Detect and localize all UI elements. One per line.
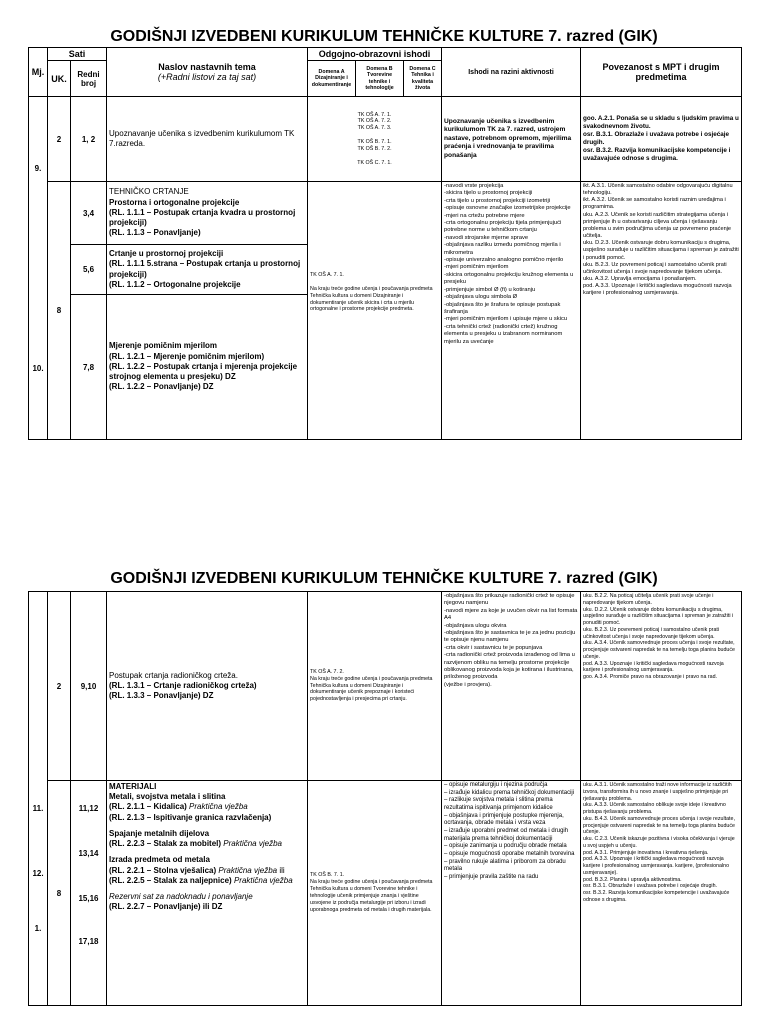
redni-broj-cell: 5,6 xyxy=(71,245,107,295)
topic-cell: Upoznavanje učenika s izvedbenim kurikulumom TK 7.razreda. xyxy=(107,97,308,182)
uk-cell: 2 xyxy=(48,592,71,781)
topic-title: Rezervni sat za nadoknadu i ponavljanje xyxy=(109,892,253,902)
topic-worksheet: (RL. 1.3.3 – Ponavljanje) DZ xyxy=(109,691,214,701)
worksheet-or: ili xyxy=(279,865,285,875)
mpt-cell: goo. A.2.1. Ponaša se u skladu s ljudskim pravima u svakodnevnom životu. osr. B.3.1. Obrazlaže i uvažava potrebe i osjećaje drugih. osr. B.3.2. Razvija komunikacijske kompetencije i uvažavajuće odnose s drugima. xyxy=(581,97,742,182)
domain-outcomes-cell: TK OŠ A. 7. 1. Na kraju treće godine učenja i poučavanja predmeta Tehnička kultura u domeni Dizajniranje i dokumentiranje učenik skicira i crta u mjerilu ortogonalne i prostorne projekcije predmeta. xyxy=(308,182,442,440)
month-1: 1. xyxy=(34,924,42,933)
topic-worksheet: (RL. 1.1.1 – Postupak crtanja kvadra u prostornoj projekciji) xyxy=(109,207,296,228)
redni-broj-cell: 7,8 xyxy=(71,295,107,440)
topic-worksheet xyxy=(109,876,305,886)
topic-title: Prostorna i ortogonalne projekcije xyxy=(109,197,240,207)
header-domena-c: Domena C Tehnika i kvaliteta života xyxy=(404,61,442,97)
header-ishodi-aktivnosti: Ishodi na razini aktivnosti xyxy=(442,48,581,97)
worksheet-type: Praktična vježba xyxy=(233,875,293,885)
mpt-cell: uku. A.3.1. Učenik samostalno traži nove informacije iz različitih izvora, transformira ih u novo znanje i uspješno primjenjuje pri rješavanju problema. uku. A.3.3. Učenik samostalno oblikuje svoje ideje i kreativno pristupa rješavanju problema. uku. B.4.3. Učenik samovrednuje proces učenja i svoje rezultate, procjenjuje ostvareni napredak te na temelju toga planira buduće učenje. uku. C.2.3. Učenik iskazuje pozitivna i visoka očekivanja i vjeruje u svoj uspjeh u učenju. pod. A.3.1. Primjenjuje inovativna i kreativna rješenja. pod. A.3.3. Upoznaje i kritički sagledava mogućnosti razvoja karijere i profesionalnog usmjeravanja. karijere, (profesionalno usmjeravanje). pod. B.3.2. Planira i upravlja aktivnostima. osr. B.3.1. Obrazlaže i uvažava potrebe i osjećaje drugih. osr. B.3.2. Razvija komunikacijske kompetencije i uvažavajuće odnose s drugima. xyxy=(581,781,742,1006)
topic-title: Metali, svojstva metala i slitina xyxy=(109,792,226,802)
month-cell xyxy=(29,592,48,1006)
topic-worksheet xyxy=(109,839,305,849)
worksheet-type: Praktična vježba xyxy=(218,865,278,875)
topic-worksheet: (RL. 1.1.2 – Ortogonalne projekcije xyxy=(109,279,241,289)
topic-cell xyxy=(107,295,308,440)
topic-title: Izrada predmeta od metala xyxy=(109,855,210,865)
worksheet-ref: (RL. 2.2.5 – Stalak za naljepnice) xyxy=(109,875,232,885)
topic-worksheet: (RL. 2.2.7 – Ponavljanje) ili DZ xyxy=(109,902,223,912)
header-naslov-label: Naslov nastavnih tema xyxy=(158,62,256,72)
topic-worksheet: (RL. 1.2.2 – Ponavljanje) DZ xyxy=(109,382,214,392)
month-11-wrap xyxy=(31,664,45,814)
topic-worksheet xyxy=(109,866,305,876)
header-sati: Sati xyxy=(48,48,107,61)
month-9: 9. xyxy=(34,163,42,173)
topic-worksheet: (RL. 1.2.1 – Mjerenje pomičnim mjerilom) xyxy=(109,351,265,361)
topic-cell xyxy=(107,592,308,781)
topic-worksheet xyxy=(109,802,305,812)
header-domena-a: Domena A Dizajniranje i dokumentiranje xyxy=(308,61,356,97)
topic-title: Mjerenje pomičnim mjerilom xyxy=(109,341,218,351)
worksheet-ref: (RL. 2.1.1 – Kidalica) xyxy=(109,802,187,812)
topic-title: Spajanje metalnih dijelova xyxy=(109,828,210,838)
redni-broj-cell: 1, 2 xyxy=(71,97,107,182)
curriculum-table-1 xyxy=(28,47,742,440)
header-odgojno: Odgojno-obrazovni ishodi xyxy=(308,48,442,61)
month-10: 10. xyxy=(32,363,44,373)
header-domena-b: Domena B Tvorevine tehnike i tehnologije xyxy=(356,61,404,97)
activity-outcomes-cell: – opisuje metalurgiju i njezina područja – izrađuje kidalicu prema tehničkoj dokumentaciji – razlikuje svojstva metala i slitina prema rezultatima ispitivanja primjenom kidalice – objašnjava i primjenjuje postupke mjerenja, ocrtavanja, obrade metala i vrsta veza – izrađuje uporabni predmet od metala i drugih materijala prema tehničkoj dokumentaciji – opisuje zanimanja u području obrade metala – opisuje mogućnosti oporabe metalnih tvorevina – pravilno rukuje alatima i priborom za obradu metala – primjenjuje pravila zaštite na radu xyxy=(442,781,581,1006)
activity-outcomes-cell: -objašnjava što prikazuje radionički crtež te opisuje njegovu namjenu -navodi mjere za koje je uvučen okvir na list formata A4 -objašnjava ulogu okvira -objašnjava što je sastavnica te je za jednu poziciju te opisuje njenu namjenu -crta okvir i sastavnicu te je popunjava -crta radionički crtež proizvoda izrađenog od lima u razvijenom obliku na temelju prostorne projekcije oblikovanog proizvoda koja je kotirana i ilustrirana, priloženog proizvoda (vježbe i provjera). xyxy=(442,592,581,781)
topic-title: Postupak crtanja radioničkog crteža. xyxy=(109,670,238,680)
topic-worksheet: (RL. 2.1.3 – Ispitivanje granica razvlačenja) xyxy=(109,812,272,822)
worksheet-ref: (RL. 2.2.3 – Stalak za mobitel) xyxy=(109,839,222,849)
curriculum-table-2 xyxy=(28,591,742,1006)
header-mj: Mj. xyxy=(29,48,48,97)
topic-worksheet: (RL. 1.3.1 – Crtanje radioničkog crteža) xyxy=(109,680,257,690)
page-title: GODIŠNJI IZVEDBENI KURIKULUM TEHNIČKE KULTURE 7. razred (GIK) xyxy=(110,28,658,45)
worksheet-type: Praktična vježba xyxy=(223,839,282,849)
activity-outcomes-cell: -navodi vrste projekcija -skicira tijelo u prostornoj projekciji -crta tijelo u prostornoj projekciji izometriji -opisuje osnovne značajke izometrijske projekcije -mjeri na crtežu potrebne mjere -crta ortogonalnu projekciju tijela primjenjujući potrebne norme u tehničkom crtanju -navodi strojarske mjerne sprave -objašnjava razliku između pomičnog mjerila i mikrometra -opisuje univerzalno analogno pomično mjerilo -mjeri pomičnim mjerilom -skicira ortogonalnu projekciju kružnog elementa u presjeku -primjenjuje simbol Ø (fi) u kotiranju -objašnjava ulogu simbola Ø -objašnjava što je šrafura te opisuje postupak šrafiranja -mjeri pomičnim mjerilom i upisuje mjere u skicu -crta tehnički crtež (radionički crtež) kružnog elementa u presjeku u izabranom normiranom mjerilu za uvećanje xyxy=(442,182,581,440)
topic-heading: TEHNIČKO CRTANJE xyxy=(109,187,189,197)
topic-heading: MATERIJALI xyxy=(109,782,157,791)
uk-cell: 8 xyxy=(48,781,71,1006)
worksheet-ref: (RL. 2.2.1 – Stolna vješalica) xyxy=(109,865,217,875)
uk-cell: 8 xyxy=(48,182,71,440)
topic-cell xyxy=(107,182,308,245)
page-title: GODIŠNJI IZVEDBENI KURIKULUM TEHNIČKE KULTURE 7. razred (GIK) xyxy=(110,570,658,587)
mpt-cell: ikt. A.3.1. Učenik samostalno odabire odgovarajuću digitalnu tehnologiju. ikt. A.3.2. Učenik se samostalno koristi raznim uređajima i programima. uku. A.2.3. Učenik se koristi različitim strategijama učenja i primjenjuje ih u ostvarivanju ciljeva učenja i rješavanju problema u svim područjima učenja uz povremeno praćenje učitelja. uku. D.2.3. Učenik ostvaruje dobru komunikaciju s drugima, uspješno surađuje u različitim situacijama i spreman je zatražiti i ponuditi pomoć. uku. B.2.3. Uz povremeni poticaj i samostalno učenik prati učinkovitost učenja i svoje napredovanje tijekom učenja. uku. A.3.2. Upravlja emocijama i ponašanjem. pod. A.3.3. Upoznaje i kritički sagledava mogućnosti razvoja karijere i profesionalnog usmjeravanja. xyxy=(581,182,742,440)
header-redni-broj: Redni broj xyxy=(71,61,107,97)
activity-outcomes-cell: Upoznavanje učenika s izvedbenim kurikulumom TK za 7. razred, ustrojem nastave, potrebnom opremom, mjerilima praćenja i vrednovanja te pravilima ponašanja xyxy=(442,97,581,182)
month-12: 12. xyxy=(32,869,44,878)
header-uk: UK. xyxy=(48,61,71,97)
worksheet-type: Praktična vježba xyxy=(189,802,248,812)
domain-outcomes-cell: TK OŠ B. 7. 1. Na kraju treće godine učenja i poučavanja predmeta Tehnička kultura u domeni Tvorevine tehnike i tehnologije učenik primjenjuje znanja i vještine usvojene iz područja metalurgije pri izboru i izradi uporabnoga predmeta od metala i drugih materijala. xyxy=(308,781,442,1006)
topic-worksheet: (RL. 1.1.1 5.strana – Postupak crtanja u prostornoj projekciji) xyxy=(109,259,301,279)
header-naslov xyxy=(107,48,308,97)
topic-cell xyxy=(107,781,308,1006)
domain-outcomes-cell: TK OŠ A. 7. 2. Na kraju treće godine učenja i poučavanja predmeta Tehnička kultura u domeni Dizajniranje i dokumentiranje učenik prepoznaje i koristeći pojednostavljenja i presjecima pri crtanju. xyxy=(308,592,442,781)
header-naslov-sub: (+Radni listovi za taj sat) xyxy=(157,72,257,82)
redni-broj-cell xyxy=(71,781,107,1006)
redni-broj-cell: 3,4 xyxy=(71,182,107,245)
topic-worksheet: (RL. 1.1.3 – Ponavljanje) xyxy=(109,228,201,238)
uk-cell: 2 xyxy=(48,97,71,182)
month-11: 11. xyxy=(32,804,44,813)
topic-cell xyxy=(107,245,308,295)
topic-title: Crtanje u prostornoj projekciji xyxy=(109,249,224,259)
redni-broj-15-16: 15,16 xyxy=(78,894,99,903)
mpt-cell: uku. B.2.2. Na poticaj učitelja učenik prati svoje učenje i napredovanje tijekom učenja. uku. D.2.2. Učenik ostvaruje dobru komunikaciju s drugima, uspješno surađuje u različitim situacijama i spreman je zatražiti i ponuditi pomoć. uku. B.2.3. Uz povremeni poticaj i samostalno učenik prati učinkovitost učenja i svoje napredovanje tijekom učenja. uku. A.3.4. Učenik samovrednuje proces učenja i svoje rezultate, procjenjuje ostvareni napredak te na temelju toga planira buduće učenje. pod. A.3.3. Upoznaje i kritički sagledava mogućnosti razvoja karijere i profesionalnog usmjeravanja. goo. A.3.4. Promiče pravo na obrazovanje i pravo na rad. xyxy=(581,592,742,781)
redni-broj-17-18: 17,18 xyxy=(78,937,99,946)
redni-broj-13-14: 13,14 xyxy=(78,849,99,858)
redni-broj-11-12: 11,12 xyxy=(78,804,99,813)
redni-broj-cell: 9,10 xyxy=(71,592,107,781)
domain-outcomes-cell: TK OŠ A. 7. 1. TK OŠ A. 7. 2. TK OŠ A. 7. 3. TK OŠ B. 7. 1. TK OŠ B. 7. 2. TK OŠ C. 7. 1. xyxy=(308,97,442,182)
header-povezanost: Povezanost s MPT i drugim predmetima xyxy=(581,48,742,97)
month-cell xyxy=(29,97,48,440)
topic-worksheet: (RL. 1.2.2 – Postupak crtanja i mjerenja projekcije strojnog elementa u presjeku) DZ xyxy=(109,361,298,382)
